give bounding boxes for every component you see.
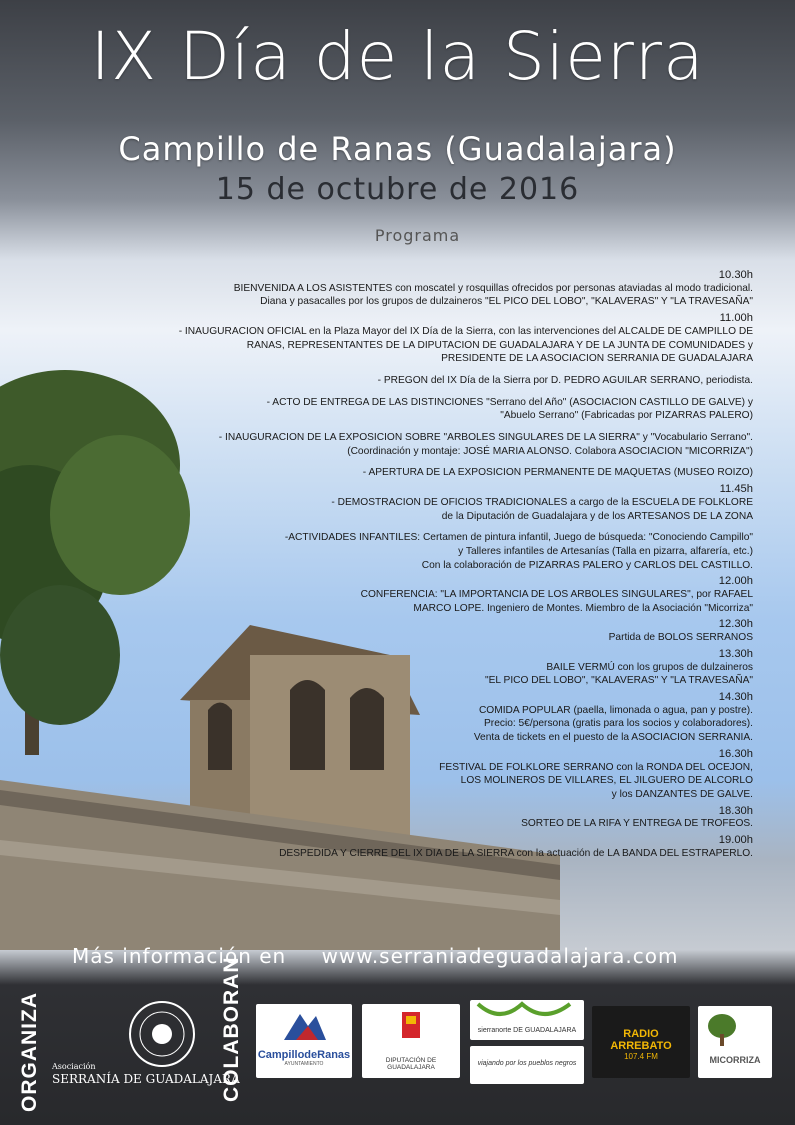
program-item [113,467,753,480]
asociacion-seal-icon [128,1000,196,1068]
program-text: RANAS, REPRESENTANTES DE LA DIPUTACION DE GUADALAJARA Y DE LA JUNTA DE COMUNIDADES y [246,339,753,351]
program-time: 12.30h [718,618,753,631]
program-text: BIENVENIDA A LOS ASISTENTES con moscatel y rosquillas ofrecidos por personas ataviadas al modo tradicional. [233,282,753,294]
sierranorte-icon [470,1000,584,1022]
program-text: LOS MOLINEROS DE VILLARES, EL JILGUERO DE ALCORLO [460,775,753,787]
program-item [113,397,753,423]
website-link[interactable]: www.serraniadeguadalajara.com [321,944,679,968]
program-item [113,312,753,366]
colaboran-label: COLABORAN [220,956,243,1102]
organiza-label: ORGANIZA [18,992,41,1112]
program-text: SORTEO DE LA RIFA Y ENTREGA DE TROFEOS. [521,818,753,830]
more-info-label: Más información en [72,944,287,968]
program-time: 13.30h [718,647,753,660]
program-text: BAILE VERMÚ con los grupos de dulzaineros [546,661,753,673]
program-item [113,618,753,644]
program-item [113,648,753,688]
program-text: - PREGON del IX Día de la Sierra por D. PEDRO AGUILAR SERRANO, periodista. [377,374,753,386]
program-text: (Coordinación y montaje: JOSÉ MARIA ALONSO. Colabora ASOCIACION "MICORRIZA") [347,445,753,457]
program-text: - ACTO DE ENTREGA DE LAS DISTINCIONES "Serrano del Año" (ASOCIACION CASTILLO DE GALVE) y [266,396,753,408]
program-text: y Talleres infantiles de Artesanías (Talla en pizarra, alfarería, etc.) [458,545,753,557]
program-item [113,432,753,458]
program-item [113,834,753,860]
program-text: DESPEDIDA Y CIERRE DEL IX DIA DE LA SIERRA con la actuación de LA BANDA DEL ESTRAPERLO. [279,847,753,859]
organizer-name: Asociación SERRANÍA DE GUADALAJARA [52,1062,240,1086]
program-time: 11.45h [719,483,753,496]
program-text: FESTIVAL DE FOLKLORE SERRANO con la RONDA DEL OCEJON, [439,761,753,773]
micorriza-tree-icon [698,1006,772,1050]
program-text: - INAUGURACION OFICIAL en la Plaza Mayor del IX Día de la Sierra, con las intervenciones del ALCALDE DE CAMPILLO DE [178,325,753,337]
program-item [113,691,753,745]
logo-viajando: viajando por los pueblos negros [470,1046,584,1084]
program-item [113,748,753,802]
program-text: - INAUGURACION DE LA EXPOSICION SOBRE "ARBOLES SINGULARES DE LA SIERRA" y "Vocabulario Serrano". [218,432,753,444]
logo-sierranorte: sierranorte DE GUADALAJARA [470,1000,584,1040]
program-text: y los DANZANTES DE GALVE. [611,788,753,800]
program-time: 14.30h [718,690,753,703]
event-place: Campillo de Ranas (Guadalajara) [118,130,677,168]
program-text: - APERTURA DE LA EXPOSICION PERMANENTE DE MAQUETAS (MUSEO ROIZO) [362,467,753,479]
logo-radio-arrebato: RADIO ARREBATO 107.4 FM [592,1006,690,1078]
program-text: MARCO LOPE. Ingeniero de Montes. Miembro de la Asociación "Micorriza" [413,602,753,614]
program-text: de la Diputación de Guadalajara y de los ARTESANOS DE LA ZONA [441,510,753,522]
program-text: Partida de BOLOS SERRANOS [608,632,753,644]
coat-of-arms-icon [362,1004,460,1052]
program-time: 10.30h [718,269,753,281]
event-date: 15 de octubre de 2016 [215,172,580,207]
program-time: 16.30h [718,747,753,760]
more-info [72,944,732,968]
program-item [113,375,753,388]
program-text: PRESIDENTE DE LA ASOCIACION SERRANIA DE GUADALAJARA [441,353,753,365]
program-item [113,269,753,309]
program-text: Diana y pasacalles por los grupos de dulzaineros "EL PICO DEL LOBO", "KALAVERAS" Y "LA TRAVESAÑA" [260,296,753,308]
program-text: Venta de tickets en el puesto de la ASOCIACION SERRANIA. [473,732,753,744]
program-item [113,575,753,615]
program-text: Precio: 5€/persona (gratis para los socios y colaboradores). [484,718,753,730]
program-item [113,532,753,572]
program-text: "Abuelo Serrano" (Fabricadas por PIZARRAS PALERO) [500,410,753,422]
event-title: IX Día de la Sierra [90,18,705,95]
program-time: 18.30h [718,804,753,817]
program-text: CONFERENCIA: "LA IMPORTANCIA DE LOS ARBOLES SINGULARES", por RAFAEL [360,589,753,601]
program-item [113,805,753,831]
program-item [113,483,753,523]
program-text: "EL PICO DEL LOBO", "KALAVERAS" Y "LA TRAVESAÑA" [485,675,753,687]
program-text: COMIDA POPULAR (paella, limonada o agua, pan y postre). [478,704,753,716]
program-time: 19.00h [718,834,753,847]
program-time: 11.00h [719,312,753,325]
program-text: - DEMOSTRACION DE OFICIOS TRADICIONALES a cargo de la ESCUELA DE FOLKLORE [331,496,753,508]
program-heading: Programa [374,226,461,245]
logo-micorriza: MICORRIZA [698,1006,772,1078]
campillo-mountain-icon [256,1004,352,1044]
program-text: Con la colaboración de PIZARRAS PALERO y CARLOS DEL CASTILLO. [421,559,753,571]
program-time: 12.00h [718,575,753,588]
logo-diputacion: DIPUTACIÓN DE GUADALAJARA [362,1004,460,1078]
program-text: -ACTIVIDADES INFANTILES: Certamen de pintura infantil, Juego de búsqueda: "Conociendo Campillo" [284,532,753,544]
program-list [113,266,753,860]
logo-campillo: CampillodeRanas AYUNTAMIENTO [256,1004,352,1078]
